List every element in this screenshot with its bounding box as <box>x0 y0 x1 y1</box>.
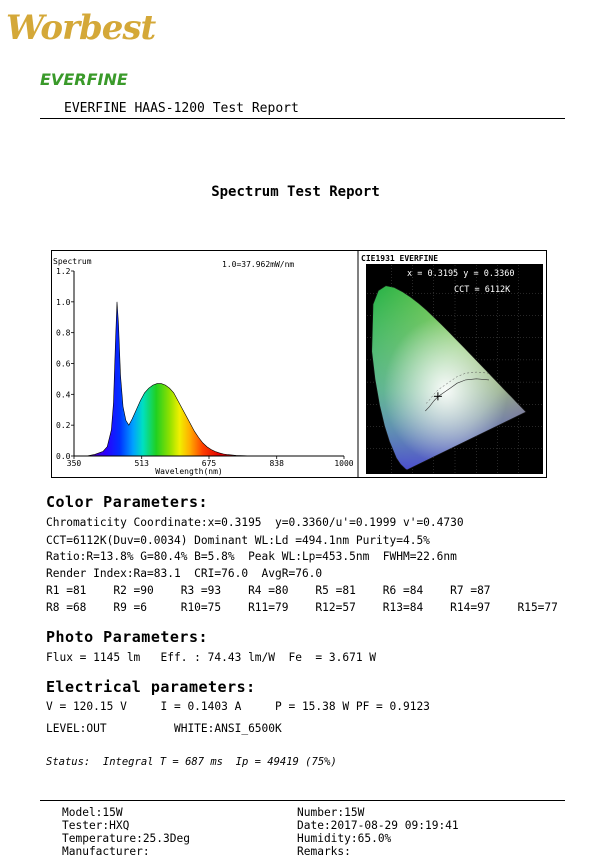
r-values-line-1: R1 =81 R2 =90 R3 =93 R4 =80 R5 =81 R6 =84 R7 =87 <box>46 584 491 597</box>
cie-coordinates: x = 0.3195 y = 0.3360 <box>407 269 515 279</box>
flux-line: Flux = 1145 lm Eff. : 74.43 lm/W Fe = 3.671 W <box>46 651 377 664</box>
cie-diagram <box>360 252 543 474</box>
date-field: Date:2017-08-29 09:19:41 <box>297 819 459 832</box>
x-tick-label: 675 <box>201 459 217 468</box>
x-tick-label: 838 <box>269 459 284 468</box>
electrical-line: V = 120.15 V I = 0.1403 A P = 15.38 W PF = 0.9123 <box>46 700 430 713</box>
y-tick-label: 0.4 <box>56 390 71 400</box>
figure-svg <box>52 251 546 477</box>
x-axis-label: Wavelength(nm) <box>155 467 223 476</box>
spectrum-chart <box>53 257 354 476</box>
electrical-params-heading: Electrical parameters: <box>46 678 256 696</box>
humidity-field: Humidity:65.0% <box>297 832 392 845</box>
ratio-line: Ratio:R=13.8% G=80.4% B=5.8% Peak WL:Lp=453.5nm FWHM=22.6nm <box>46 550 457 563</box>
spectrum-figure <box>51 250 547 478</box>
chart-title: Spectrum <box>53 257 92 266</box>
everfine-logo: EVERFINE <box>40 70 128 89</box>
r-values-line-2: R8 =68 R9 =6 R10=75 R11=79 R12=57 R13=84 R14=97 R15=77 <box>46 601 558 614</box>
x-tick-label: 1000 <box>334 459 354 468</box>
chromaticity-line: Chromaticity Coordinate:x=0.3195 y=0.3360/u'=0.1999 v'=0.4730 <box>46 516 464 529</box>
manufacturer-field: Manufacturer: <box>62 845 150 858</box>
status-line: Status: Integral T = 687 ms Ip = 49419 (75%) <box>46 756 337 768</box>
level-line: LEVEL:OUT WHITE:ANSI_6500K <box>46 722 282 735</box>
cie-label: CIE1931 EVERFINE <box>361 254 439 263</box>
cie-cct: CCT = 6112K <box>454 285 511 295</box>
scale-note: 1.0=37.962mW/nm <box>222 260 295 269</box>
y-tick-label: 0.2 <box>56 421 71 431</box>
y-tick-label: 0.0 <box>56 452 71 461</box>
number-field: Number:15W <box>297 806 365 819</box>
footer-divider <box>40 800 565 801</box>
y-tick-label: 1.2 <box>56 267 71 276</box>
y-tick-label: 0.6 <box>56 359 71 369</box>
cct-line: CCT=6112K(Duv=0.0034) Dominant WL:Ld =494.1nm Purity=4.5% <box>46 534 430 547</box>
spectrum-area <box>86 302 252 456</box>
render-index-line: Render Index:Ra=83.1 CRI=76.0 AvgR=76.0 <box>46 567 323 580</box>
temperature-field: Temperature:25.3Deg <box>62 832 190 845</box>
page-title: Spectrum Test Report <box>211 184 380 200</box>
remarks-field: Remarks: <box>297 845 351 858</box>
y-tick-label: 0.8 <box>56 328 71 338</box>
model-field: Model:15W <box>62 806 123 819</box>
worbest-logo: Worbest <box>6 8 156 48</box>
x-tick-label: 513 <box>134 459 149 468</box>
tester-field: Tester:HXQ <box>62 819 130 832</box>
x-tick-label: 350 <box>66 459 82 468</box>
header-divider <box>40 118 565 119</box>
color-params-heading: Color Parameters: <box>46 493 209 511</box>
report-title: EVERFINE HAAS-1200 Test Report <box>64 101 299 116</box>
y-tick-label: 1.0 <box>56 297 71 307</box>
photo-params-heading: Photo Parameters: <box>46 628 209 646</box>
